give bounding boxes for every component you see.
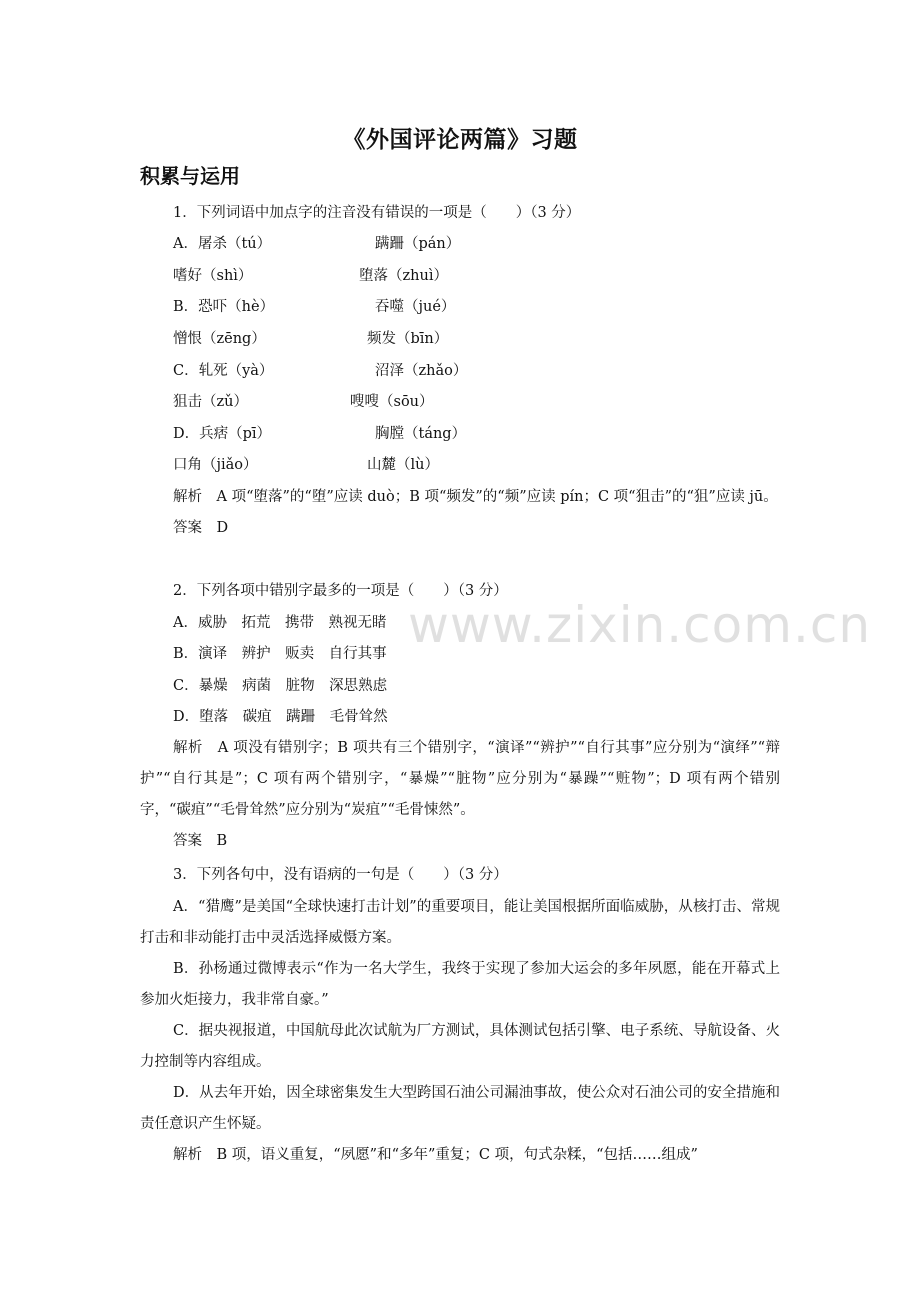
q1-option-c-2: 沼泽（zhǎo）	[375, 363, 468, 379]
q1-option-b-1: B．恐吓（hè）	[173, 299, 275, 315]
q1-option-b-3: 憎恨（zēng）	[173, 331, 266, 347]
q3-option-d: D．从去年开始，因全球密集发生大型跨国石油公司漏油事故，使公众对石油公司的安全措施和责任意识产生怀疑。	[140, 1085, 780, 1132]
q1-analysis: 解析 A 项“堕落”的“堕”应读 duò；B 项“频发”的“频”应读 pín；C 项“狙击”的“狙”应读 jū。	[173, 489, 778, 505]
q2-option-a: A．威胁 拓荒 携带 熟视无睹	[173, 615, 387, 631]
q3-option-a: A．“猎鹰”是美国“全球快速打击计划”的重要项目，能让美国根据所面临威胁，从核打击、常规打击和非动能打击中灵活选择威慑方案。	[140, 899, 780, 946]
q1-option-d-2: 胸膛（táng）	[375, 426, 467, 442]
q2-option-d: D．堕落 碳疽 蹒跚 毛骨耸然	[173, 709, 388, 725]
q1-option-d-1: D．兵痞（pī）	[173, 426, 272, 442]
q2-answer: 答案 B	[173, 833, 228, 849]
q2-stem: 2．下列各项中错别字最多的一项是（ ）（3 分）	[173, 583, 508, 599]
q2-analysis: 解析 A 项没有错别字；B 项共有三个错别字，“演译”“辨护”“自行其事”应分别为“演绎”“辩护”“自行其是”；C 项有两个错别字，“暴燥”“脏物”应分别为“暴躁”“赃物”；D 项有两个错别字，“碳疽”“毛骨耸然”应分别为“炭疽”“毛骨悚然”。	[140, 740, 780, 818]
q3-option-c: C．据央视报道，中国航母此次试航为厂方测试，具体测试包括引擎、电子系统、导航设备、火力控制等内容组成。	[140, 1023, 780, 1070]
q1-option-a-4: 堕落（zhuì）	[359, 268, 448, 284]
q1-option-a-1: A．屠杀（tú）	[173, 236, 272, 252]
q3-option-b: B．孙杨通过微博表示“作为一名大学生，我终于实现了参加大运会的多年夙愿，能在开幕式上参加火炬接力，我非常自豪。”	[140, 961, 780, 1008]
page-title: 《外国评论两篇》习题	[342, 127, 578, 153]
q1-option-b-4: 频发（bīn）	[367, 331, 449, 347]
q1-analysis-block	[140, 482, 780, 544]
q2-option-c: C．暴燥 病菌 脏物 深思熟虑	[173, 678, 388, 694]
q3-stem: 3．下列各句中，没有语病的一句是（ ）（3 分）	[173, 867, 508, 883]
q2-analysis-block	[140, 733, 780, 857]
q3-analysis: 解析 B 项，语义重复，“夙愿”和“多年”重复；C 项，句式杂糅，“包括……组成”	[173, 1147, 698, 1163]
q1-stem: 1．下列词语中加点字的注音没有错误的一项是（ ）（3 分）	[173, 205, 581, 221]
q1-option-c-1: C．轧死（yà）	[173, 363, 274, 379]
q1-answer: 答案 D	[173, 520, 229, 536]
q1-option-b-2: 吞噬（jué）	[375, 299, 456, 315]
q1-option-d-3: 口角（jiǎo）	[173, 457, 258, 473]
watermark: www.zixin.com.cn	[408, 596, 872, 654]
q1-option-a-3: 嗜好（shì）	[173, 268, 253, 284]
q3-options-block	[140, 892, 780, 1171]
q1-option-c-4: 嗖嗖（sōu）	[350, 394, 434, 410]
q1-option-a-2: 蹒跚（pán）	[375, 236, 461, 252]
q2-option-b: B．演译 辨护 贩卖 自行其事	[173, 646, 387, 662]
section-heading: 积累与运用	[140, 164, 240, 188]
q1-option-d-4: 山麓（lù）	[367, 457, 439, 473]
q1-option-c-3: 狙击（zǔ）	[173, 394, 248, 410]
